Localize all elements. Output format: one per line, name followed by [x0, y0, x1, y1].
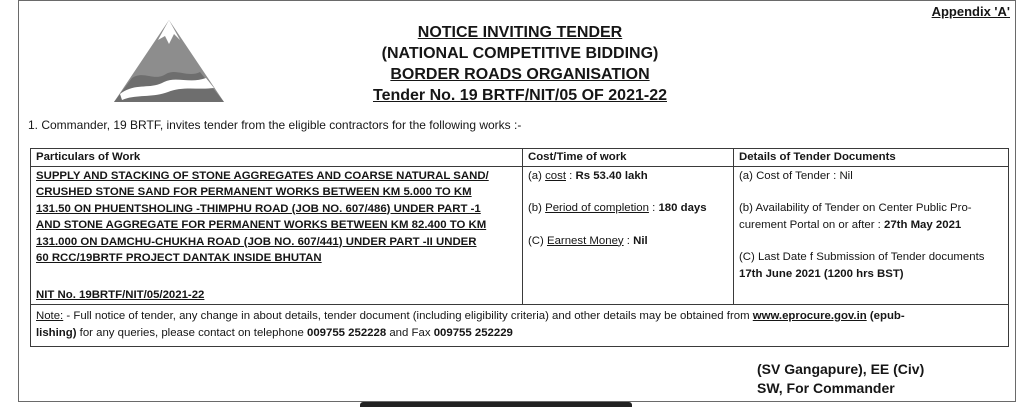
phone-number: 009755 252228 [307, 327, 387, 339]
cost-prefix: (a) [528, 169, 546, 182]
frame-top-line [18, 0, 1016, 1]
cost-label: cost [545, 169, 566, 182]
note-text-2: for any queries, please contact on telephone [76, 327, 307, 339]
period-prefix: (b) [528, 202, 546, 214]
period-label: Period of completion [545, 202, 649, 214]
last-date-line: (C) Last Date f Submission of Tender documents [739, 251, 985, 263]
note-cell [31, 305, 1009, 347]
bro-mountain-logo-icon [110, 18, 228, 104]
header-particulars: Particulars of Work [31, 149, 523, 167]
emd-prefix: (C) [528, 234, 547, 247]
heading-organisation: BORDER ROADS ORGANISATION [390, 66, 650, 83]
work-description [36, 168, 517, 267]
work-line: SUPPLY AND STACKING OF STONE AGGREGATES AND COARSE NATURAL SAND/ [36, 169, 489, 182]
availability-line-1: (b) Availability of Tender on Center Public Pro- [739, 202, 972, 214]
signatory-role: SW, For Commander [757, 380, 895, 396]
cost-value: Rs 53.40 lakh [575, 169, 648, 182]
notice-heading [300, 22, 740, 106]
signatory-name: (SV Gangapure), EE (Civ) [757, 361, 925, 377]
note-text-3: and Fax [386, 327, 434, 339]
emd-label: Earnest Money [546, 234, 624, 247]
fax-number: 009755 252229 [433, 327, 513, 339]
note-row [31, 305, 1009, 347]
appendix-label: Appendix 'A' [931, 4, 1010, 19]
availability-line-2 [739, 217, 1003, 234]
work-line: 131.50 ON PHUENTSHOLING -THIMPHU ROAD (JOB NO. 607/486) UNDER PART -1 [36, 202, 481, 215]
heading-tender-no: Tender No. 19 BRTF/NIT/05 OF 2021-22 [372, 87, 667, 104]
particulars-cell [31, 166, 523, 305]
note-label: Note: [36, 310, 64, 322]
last-date-bold: 17th June 2021 (1200 hrs BST) [739, 267, 904, 280]
cost-time-cell [523, 166, 734, 305]
emd-sep: : [623, 234, 634, 247]
header-details: Details of Tender Documents [734, 149, 1009, 167]
period-value: 180 days [658, 202, 707, 214]
cost-sep: : [565, 169, 576, 182]
availability-text: curement Portal on or after : [739, 218, 884, 231]
work-line: 131.000 ON DAMCHU-CHUKHA ROAD (JOB NO. 607/441) UNDER PART -II UNDER [36, 235, 477, 248]
frame-left-line [18, 0, 19, 402]
emd-line [528, 233, 728, 250]
cost-line [528, 168, 728, 185]
availability-date: 27th May 2021 [883, 218, 962, 231]
intro-text: 1. Commander, 19 BRTF, invites tender from the eligible contractors for the following works :- [28, 118, 522, 132]
frame-right-line [1015, 0, 1016, 402]
last-date-value [739, 266, 1003, 283]
period-sep: : [648, 202, 659, 214]
works-table [30, 148, 1009, 347]
note-lishing: lishing) [36, 327, 77, 339]
work-line: CRUSHED STONE SAND FOR PERMANENT WORKS BETWEEN KM 5.000 TO KM [36, 186, 472, 198]
note-text: - Full notice of tender, any change in about details, tender document (including eligibility criteria) and other details may be obtained from [63, 310, 753, 322]
eprocure-link[interactable]: www.eprocure.gov.in [752, 310, 867, 322]
table-header-row [31, 149, 1009, 167]
period-line [528, 200, 728, 217]
emd-value: Nil [633, 234, 648, 247]
tender-cost-line: (a) Cost of Tender : Nil [739, 169, 853, 182]
table-row [31, 166, 1009, 305]
signature-block [757, 360, 924, 398]
heading-title: NOTICE INVITING TENDER [417, 24, 623, 41]
heading-bidding-type: (NATIONAL COMPETITIVE BIDDING) [381, 45, 659, 62]
details-cell [734, 166, 1009, 305]
work-line: 60 RCC/19BRTF PROJECT DANTAK INSIDE BHUTAN [36, 252, 322, 264]
nit-number: NIT No. 19BRTF/NIT/05/2021-22 [36, 288, 205, 301]
header-cost-time: Cost/Time of work [523, 149, 734, 167]
note-epub: (epub- [866, 310, 905, 322]
work-line: AND STONE AGGREGATE FOR PERMANENT WORKS BETWEEN KM 82.400 TO KM [36, 219, 487, 231]
bottom-dark-bar [360, 402, 632, 407]
